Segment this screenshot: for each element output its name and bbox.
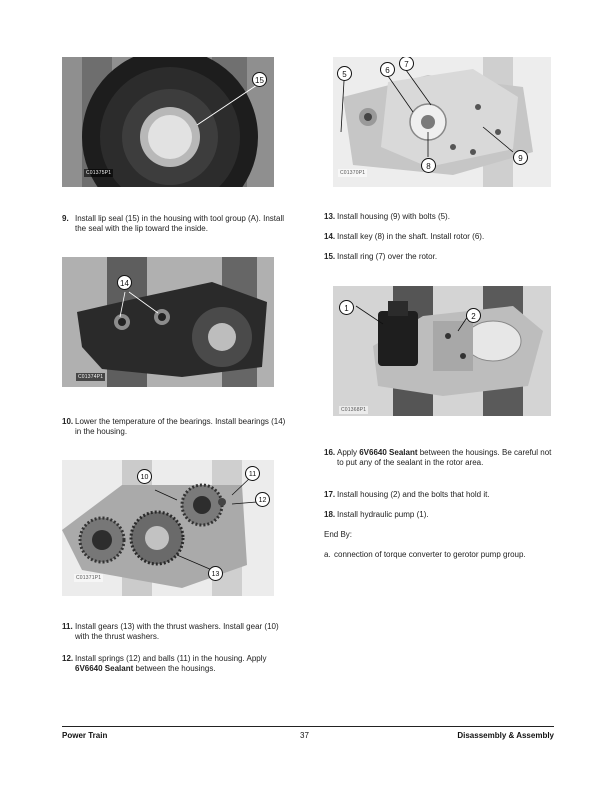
rotor-housing-illustration xyxy=(333,57,551,187)
step-text: Install hydraulic pump (1). xyxy=(337,510,429,519)
sealant-part-number: 6V6640 Sealant xyxy=(359,448,418,457)
callout-1: 1 xyxy=(339,300,354,315)
step-text xyxy=(75,654,292,674)
footer-chapter-title: Disassembly & Assembly xyxy=(457,731,554,740)
step-number: 16. xyxy=(324,448,336,457)
end-by-label: End By: xyxy=(324,530,353,539)
figure-code: C01371P1 xyxy=(76,575,102,581)
figure-lip-seal-photo xyxy=(62,57,274,187)
step-18 xyxy=(324,510,556,520)
step-9 xyxy=(62,214,292,234)
callout-9: 9 xyxy=(513,150,528,165)
figure-code: C01374P1 xyxy=(78,374,104,380)
step-number: 11. xyxy=(62,622,73,631)
callout-12: 12 xyxy=(255,492,270,507)
step-16 xyxy=(324,448,556,468)
callout-5: 5 xyxy=(337,66,352,81)
callout-14: 14 xyxy=(117,275,132,290)
callout-6: 6 xyxy=(380,62,395,77)
page-number: 37 xyxy=(300,731,309,740)
step-text xyxy=(337,448,556,468)
seal-housing-illustration xyxy=(62,57,274,187)
step-text: Install housing (2) and the bolts that hold it. xyxy=(337,490,490,499)
step-number: 13. xyxy=(324,212,336,221)
figure-gears-photo xyxy=(62,460,274,596)
bearings-housing-illustration xyxy=(62,257,274,387)
step-11 xyxy=(62,622,292,642)
step-number: 12. xyxy=(62,654,74,663)
figure-bearings-photo xyxy=(62,257,274,387)
callout-7: 7 xyxy=(399,57,414,71)
hydraulic-pump-illustration xyxy=(333,286,551,416)
figure-rotor-housing-photo xyxy=(333,57,551,187)
step-15 xyxy=(324,252,556,262)
callout-2: 2 xyxy=(466,308,481,323)
step-text: Install lip seal (15) in the housing with tool group (A). Install the seal with the lip toward the inside. xyxy=(75,214,284,233)
callout-13: 13 xyxy=(208,566,223,581)
step-text-part: Apply xyxy=(337,448,360,457)
step-number: 9. xyxy=(62,214,69,223)
sealant-part-number: 6V6640 Sealant xyxy=(75,664,134,673)
figure-hydraulic-pump-photo xyxy=(333,286,551,416)
step-text: Lower the temperature of the bearings. Install bearings (14) in the housing. xyxy=(75,417,286,436)
step-number: 14. xyxy=(324,232,336,241)
step-17 xyxy=(324,490,556,500)
end-by-text: connection of torque converter to gerotor pump group. xyxy=(334,550,526,559)
footer-section-title: Power Train xyxy=(62,731,108,740)
step-13 xyxy=(324,212,556,222)
step-number: 17. xyxy=(324,490,336,499)
callout-8: 8 xyxy=(421,158,436,173)
footer-divider xyxy=(62,726,554,727)
step-text-part: between the housings. xyxy=(133,664,216,673)
step-text: Install key (8) in the shaft. Install rotor (6). xyxy=(337,232,485,241)
step-14 xyxy=(324,232,556,242)
end-by-letter: a. xyxy=(324,550,331,559)
callout-11: 11 xyxy=(245,466,260,481)
callout-15: 15 xyxy=(252,72,267,87)
step-text: Install gears (13) with the thrust washers. Install gear (10) with the thrust washers. xyxy=(75,622,279,641)
step-text-part: Install springs (12) and balls (11) in the housing. Apply xyxy=(75,654,267,663)
figure-code: C01370P1 xyxy=(340,170,366,176)
callout-10: 10 xyxy=(137,469,152,484)
step-number: 15. xyxy=(324,252,336,261)
step-text-part: between the housings. Be careful not to put any of the sealant in the rotor area. xyxy=(337,448,552,467)
step-number: 10. xyxy=(62,417,74,426)
step-text: Install ring (7) over the rotor. xyxy=(337,252,438,261)
step-10 xyxy=(62,417,292,437)
step-12 xyxy=(62,654,292,674)
figure-code: C01375P1 xyxy=(86,170,112,176)
end-by-item xyxy=(324,550,556,560)
step-text: Install housing (9) with bolts (5). xyxy=(337,212,450,221)
step-number: 18. xyxy=(324,510,336,519)
figure-code: C01368P1 xyxy=(341,407,367,413)
